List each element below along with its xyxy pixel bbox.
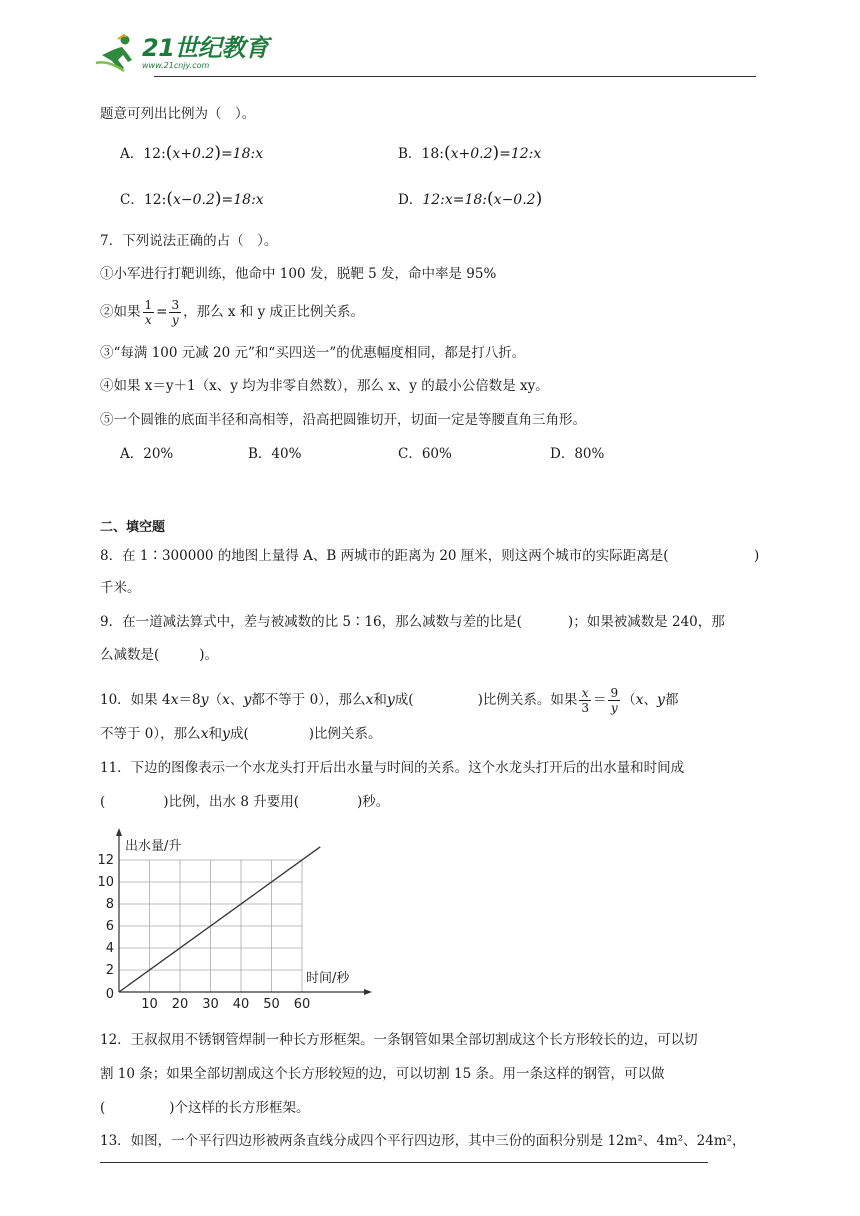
logo	[94, 30, 268, 76]
expr-part: x+0.2	[172, 146, 215, 162]
option-letter: A．	[120, 146, 144, 162]
q10-line-1	[100, 680, 678, 720]
y-tick-label: 6	[105, 919, 114, 934]
var-x: x	[635, 692, 644, 708]
q9-line-2	[100, 645, 218, 665]
expr-part: =18:x	[221, 192, 264, 208]
header-divider	[154, 76, 756, 77]
q7-statement-1: ①小军进行打靶训练，他命中 100 发，脱靶 5 发，命中率是 95%	[100, 266, 497, 282]
section-fill-in-blanks: 二、填空题	[100, 520, 166, 535]
var-y: y	[386, 692, 395, 708]
expr-part: 18:	[421, 146, 444, 162]
q13-line-1: 13．如图，一个平行四边形被两条直线分成四个平行四边形，其中三份的面积分别是 12m²、4m²、24m²，	[100, 1133, 746, 1149]
text-part: 成(	[394, 692, 414, 708]
option-letter: D．	[398, 192, 423, 208]
q7-statement-4: ④如果 x＝y＋1（x、y 均为非零自然数），那么 x、y 的最小公倍数是 xy。	[100, 378, 549, 394]
text-part: 和	[373, 692, 387, 708]
var-y: y	[200, 692, 209, 708]
var-y: y	[243, 692, 252, 708]
brand-name: 21世纪教育	[142, 34, 269, 62]
x-tick-label: 40	[232, 997, 250, 1012]
q6-option-b: B．18:(x+0.2)=12:x	[398, 143, 542, 163]
fraction-1-over-x: $\frac{1}{x}$	[144, 298, 153, 327]
text-part: (	[100, 1100, 106, 1116]
text-part: 都	[664, 692, 679, 708]
text-part: ②如果	[100, 304, 141, 320]
x-tick-label: 50	[263, 997, 280, 1012]
text-part: ＝	[592, 692, 607, 708]
text-part: )。	[199, 647, 219, 663]
text-part: 都不等于 0），那么	[251, 692, 366, 708]
text-part: 和	[208, 726, 223, 742]
expr-part: =18:x	[220, 146, 264, 162]
q7-option-b: B．40%	[248, 446, 302, 462]
q8-line-1: 8．在 1∶300000 的地图上量得 A、B 两城市的距离为 20 厘米，则这两个城市的实际距离是(	[100, 548, 669, 564]
x-tick-label: 10	[141, 997, 158, 1012]
footer-divider	[100, 1162, 708, 1163]
var-x: x	[365, 692, 374, 708]
x-tick-label: 60	[293, 997, 311, 1012]
q7-statement-5: ⑤一个圆锥的底面半径和高相等，沿高把圆锥切开，切面一定是等腰直角三角形。	[100, 412, 586, 428]
brand-url: www.21cnjy.com	[142, 61, 210, 70]
text-part: 成(	[229, 726, 249, 742]
y-tick-label: 4	[105, 941, 114, 956]
fraction-x-over-3: $\frac{x}{3}$	[581, 686, 589, 715]
page-header	[94, 30, 756, 78]
q7-option-c: C．60%	[398, 446, 452, 462]
option-letter: B．	[398, 146, 422, 162]
q8-line-2: 千米。	[100, 580, 141, 596]
x-tick-label: 20	[171, 997, 189, 1012]
q12-line-1: 12．王叔叔用不锈钢管焊制一种长方形框架。一条钢管如果全部切割成这个长方形较长的边，可以切	[100, 1032, 698, 1048]
text-part: ＝8	[178, 692, 201, 708]
fraction-9-over-y: $\frac{9}{y}$	[610, 686, 619, 715]
q9-line-1	[100, 612, 725, 632]
option-letter: C．	[120, 192, 144, 208]
y-tick-label: 2	[105, 963, 114, 978]
q7-option-a: A．20%	[120, 446, 174, 462]
expr-part: 12:	[143, 146, 166, 162]
text-part: (	[100, 794, 106, 810]
q11-line-1: 11．下边的图像表示一个水龙头打开后出水量与时间的关系。这个水龙头打开后的出水量和时间成	[100, 760, 685, 776]
var-x: x	[200, 726, 209, 742]
x-tick-label: 30	[202, 997, 219, 1012]
runner-logo-icon	[94, 33, 138, 73]
text-part: 么减数是(	[100, 647, 160, 663]
text-part: )个这样的长方形框架。	[169, 1100, 310, 1116]
expr-part: x+0.2	[450, 146, 493, 162]
text-part: （	[622, 692, 636, 708]
q7-stem: 7．下列说法正确的占（ ）。	[100, 233, 278, 249]
q6-stem-continued: 题意可列出比例为（ ）。	[100, 106, 256, 122]
origin-label: 0	[105, 987, 114, 1002]
text-part: )比例关系。如果	[477, 692, 578, 708]
var-y: y	[222, 726, 230, 742]
y-tick-label: 12	[97, 853, 114, 868]
expr-part: 12:x=18:	[422, 192, 488, 208]
text-part: 不等于 0），那么	[100, 726, 201, 742]
expr-part: x−0.2	[173, 192, 215, 208]
fraction-3-over-y: $\frac{3}{y}$	[171, 298, 180, 327]
var-x: x	[170, 692, 179, 708]
expr-part: x−0.2	[493, 192, 536, 208]
text-part: 、	[643, 692, 658, 708]
text-part: )秒。	[357, 794, 390, 810]
q6-option-d: D．12:x=18:(x−0.2)	[398, 189, 543, 209]
text-part: )；如果被减数是 240，那	[567, 614, 725, 630]
water-time-line-chart	[96, 826, 386, 1016]
q12-line-2: 割 10 条；如果全部切割成这个长方形较短的边，可以切割 15 条。用一条这样的钢管，可以做	[100, 1066, 665, 1082]
expr-part: =12:x	[499, 146, 542, 162]
text-part: 9．在一道减法算式中，差与被减数的比 5∶16，那么减数与差的比是(	[100, 614, 522, 630]
q7-option-d: D．80%	[550, 446, 605, 462]
var-y: y	[657, 692, 665, 708]
q6-option-c: C．12:(x−0.2)=18:x	[120, 189, 264, 209]
q8-blank-close: )	[754, 548, 760, 564]
x-axis-arrow	[364, 989, 372, 995]
y-axis-label: 出水量/升	[125, 839, 182, 854]
text-part: 、	[229, 692, 244, 708]
q11-line-2	[100, 792, 389, 812]
text-part: )比例关系。	[308, 726, 382, 742]
q6-option-a: A．12:(x+0.2)=18:x	[120, 143, 264, 163]
expr-part: 12:	[143, 192, 167, 208]
q7-statement-3: ③“每满 100 元减 20 元”和“买四送一”的优惠幅度相同，都是打八折。	[100, 345, 526, 361]
text-part: （	[208, 692, 222, 708]
x-axis-label: 时间/秒	[306, 971, 350, 986]
text-part: ，那么 x 和 y 成正比例关系。	[183, 304, 364, 320]
q10-line-2	[100, 724, 382, 744]
y-axis-arrow	[116, 828, 122, 836]
text-part: )比例，出水 8 升要用(	[163, 794, 299, 810]
text-part: 10．如果 4	[100, 692, 171, 708]
q7-statement-2: ②如果 $\frac{1}{x}$ = $\frac{3}{y}$ ，那么 x 和 y 成正比例关系。	[100, 298, 364, 327]
var-x: x	[221, 692, 230, 708]
y-tick-label: 10	[97, 875, 114, 890]
y-tick-label: 8	[105, 897, 114, 912]
q12-line-3	[100, 1098, 310, 1118]
